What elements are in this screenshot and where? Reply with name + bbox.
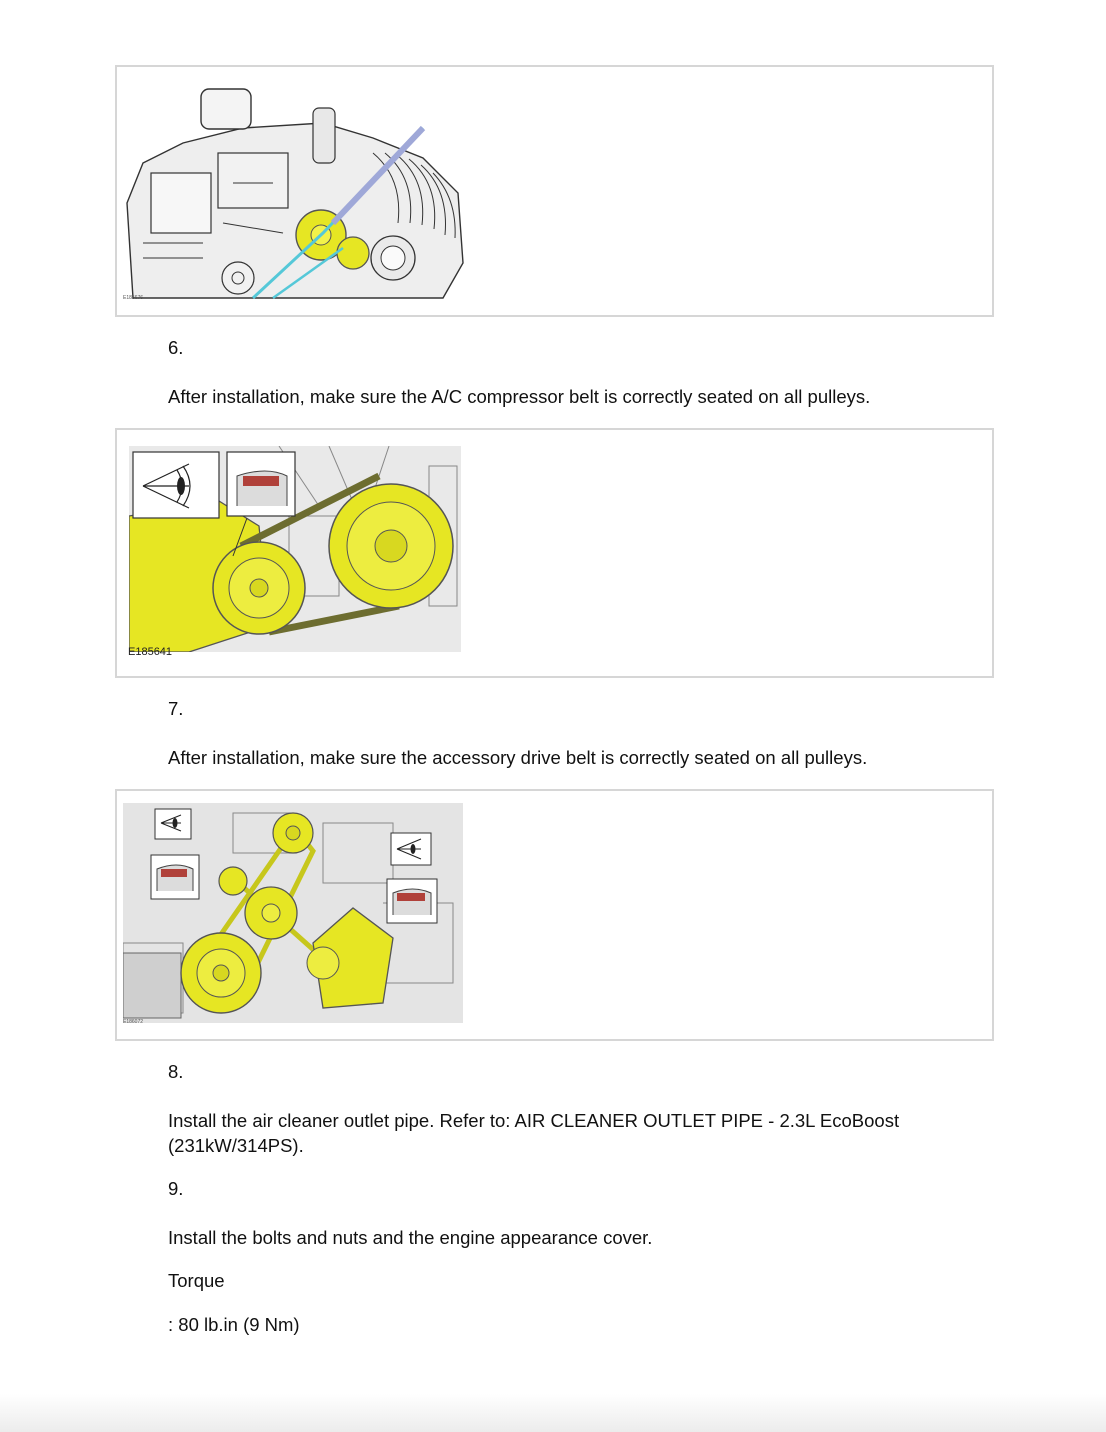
accessory-drive-belt-illustration <box>123 803 463 1023</box>
page-bottom-shadow <box>0 1394 1106 1432</box>
figure-frame-1 <box>115 65 994 317</box>
step-text-8: Install the air cleaner outlet pipe. Refer to: AIR CLEANER OUTLET PIPE - 2.3L EcoBoost (231kW/314PS). <box>168 1110 900 1156</box>
figure-id-3: E186072 <box>123 1019 144 1025</box>
figure-id-1: E185676 <box>123 295 144 301</box>
step-number-7: 7. <box>168 698 184 719</box>
ac-compressor-belt-illustration <box>129 446 461 652</box>
step-number-9: 9. <box>168 1178 184 1199</box>
figure-frame-3 <box>115 789 994 1041</box>
step-number-8: 8. <box>168 1061 184 1082</box>
torque-value: : 80 lb.in (9 Nm) <box>168 1314 300 1335</box>
step-text-6: After installation, make sure the A/C compressor belt is correctly seated on all pulleys. <box>168 386 871 407</box>
figure-frame-2 <box>115 428 994 678</box>
step-text-7: After installation, make sure the accessory drive belt is correctly seated on all pulleys. <box>168 747 868 768</box>
figure-id-2: E185641 <box>128 646 173 658</box>
step-text-9: Install the bolts and nuts and the engine appearance cover. <box>168 1227 653 1248</box>
torque-label: Torque <box>168 1270 225 1291</box>
step-number-6: 6. <box>168 337 184 358</box>
engine-tensioner-illustration <box>123 83 469 303</box>
